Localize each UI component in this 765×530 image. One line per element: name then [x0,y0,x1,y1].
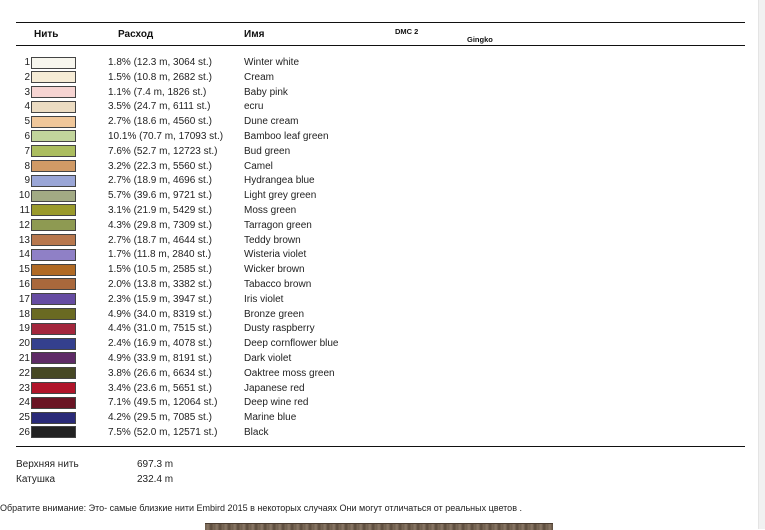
thread-name: Bud green [244,145,291,157]
thread-row [0,293,765,308]
column-header-usage: Расход [118,29,154,40]
thread-number: 5 [24,116,30,128]
thread-number: 21 [18,352,30,364]
top-thread-value: 697.3 m [137,459,174,470]
thread-name: Iris violet [244,293,284,305]
color-swatch [31,57,76,69]
thread-row [0,160,765,175]
column-header-thread: Нить [34,29,59,40]
color-swatch [31,412,76,424]
thread-row [0,367,765,382]
thread-name: Oaktree moss green [244,367,335,379]
thread-name: Light grey green [244,190,317,202]
thread-number: 24 [18,397,30,409]
thread-row [0,219,765,234]
thread-number: 25 [18,412,30,424]
color-swatch [31,323,76,335]
thread-row [0,145,765,160]
thread-name: Tarragon green [244,219,312,231]
thread-name: ecru [244,101,264,113]
thread-usage: 10.1% (70.7 m, 17093 st.) [108,130,224,142]
thread-usage: 5.7% (39.6 m, 9721 st.) [108,190,212,202]
thread-number: 11 [19,204,30,216]
thread-number: 9 [24,175,30,187]
thread-row [0,56,765,71]
thread-number: 26 [18,426,30,438]
thread-usage: 4.4% (31.0 m, 7515 st.) [108,323,212,335]
thread-name: Cream [244,71,275,83]
page-scrollbar[interactable] [758,0,765,529]
thread-name: Wicker brown [244,264,305,276]
thread-row [0,308,765,323]
thread-name: Winter white [244,57,300,68]
color-swatch [31,382,76,394]
thread-number: 1 [24,57,30,68]
color-swatch [31,71,76,83]
disclaimer-note: Обратите внимание: Это- самые близкие нити Embird 2015 в некоторых случаях Они могут отличаться от реальных цветов . [0,503,522,513]
thread-row [0,411,765,426]
thread-number: 19 [18,323,30,335]
color-swatch [31,426,76,438]
thread-usage: 3.4% (23.6 m, 5651 st.) [108,382,212,394]
thread-row [0,189,765,204]
color-swatch [31,219,76,231]
thread-name: Teddy brown [244,234,301,246]
color-swatch [31,397,76,409]
thread-number: 3 [24,86,30,98]
thread-number: 16 [18,278,30,290]
thread-name: Dark violet [244,352,292,364]
thread-number: 7 [24,145,30,157]
thread-name: Deep wine red [244,397,309,409]
thread-name: Bamboo leaf green [244,130,329,142]
color-swatch [31,234,76,246]
thread-row [0,278,765,293]
color-swatch [31,338,76,350]
color-swatch [31,86,76,98]
thread-usage: 1.7% (11.8 m, 2840 st.) [108,249,212,261]
thread-name: Japanese red [244,382,305,394]
thread-usage: 2.3% (15.9 m, 3947 st.) [108,293,212,305]
top-rule [16,22,745,23]
thread-usage: 4.2% (29.5 m, 7085 st.) [108,412,212,424]
thread-row [0,382,765,397]
thread-usage: 7.5% (52.0 m, 12571 st.) [108,426,218,438]
thread-row [0,100,765,115]
thread-number: 18 [18,308,30,320]
thread-name: Bronze green [244,308,305,320]
thread-row [0,426,765,441]
column-header-name: Имя [244,29,265,40]
thread-number: 20 [18,338,30,350]
thread-row [0,396,765,411]
thread-name: Dusty raspberry [244,323,315,335]
palette-brand-label: DMC 2 [395,27,419,36]
thread-row [0,263,765,278]
thread-usage: 3.2% (22.3 m, 5560 st.) [108,160,212,172]
thread-name: Dune cream [244,116,299,128]
color-swatch [31,249,76,261]
thread-usage: 3.5% (24.7 m, 6111 st.) [108,101,211,113]
color-swatch [31,145,76,157]
color-swatch [31,367,76,379]
color-swatch [31,204,76,216]
thread-name: Deep cornflower blue [244,338,339,350]
color-swatch [31,293,76,305]
thread-usage: 2.0% (13.8 m, 3382 st.) [108,278,212,290]
bobbin-value: 232.4 m [137,474,174,485]
thread-number: 10 [18,190,30,202]
thread-row [0,322,765,337]
thread-row [0,174,765,189]
color-swatch [31,160,76,172]
thread-row [0,115,765,130]
color-swatch [31,308,76,320]
thread-usage: 2.7% (18.9 m, 4696 st.) [108,175,212,187]
color-swatch [31,175,76,187]
color-swatch [31,352,76,364]
thread-row [0,204,765,219]
color-swatch [31,116,76,128]
color-swatch [31,101,76,113]
thread-usage: 2.7% (18.6 m, 4560 st.) [108,116,212,128]
thread-usage: 1.5% (10.5 m, 2585 st.) [108,264,212,276]
thread-row [0,71,765,86]
thread-name: Black [244,426,269,438]
thread-number: 13 [18,234,30,246]
thread-number: 12 [18,219,30,231]
thread-number: 8 [24,160,30,172]
color-swatch [31,264,76,276]
thread-usage: 7.6% (52.7 m, 12723 st.) [108,145,218,157]
thread-row [0,86,765,101]
bottom-rule [16,446,745,447]
thread-row [0,234,765,249]
thread-name: Wisteria violet [244,249,307,261]
color-swatch [31,278,76,290]
thread-row [0,337,765,352]
top-thread-label: Верхняя нить [16,459,79,470]
thread-usage: 1.5% (10.8 m, 2682 st.) [108,71,212,83]
thread-number: 23 [18,382,30,394]
thread-number: 15 [18,264,30,276]
thread-usage: 7.1% (49.5 m, 12064 st.) [108,397,218,409]
thread-usage: 2.7% (18.7 m, 4644 st.) [108,234,212,246]
thread-name: Baby pink [244,86,288,98]
thread-number: 22 [18,367,30,379]
thread-name: Camel [244,160,273,172]
thread-number: 14 [18,249,30,261]
thread-number: 6 [24,130,30,142]
thread-name: Hydrangea blue [244,175,315,187]
thread-row [0,352,765,367]
thread-usage: 2.4% (16.9 m, 4078 st.) [108,338,212,350]
thread-usage: 3.8% (26.6 m, 6634 st.) [108,367,212,379]
color-swatch [31,130,76,142]
thread-list [0,56,765,441]
thread-name: Moss green [244,204,297,216]
thread-usage: 3.1% (21.9 m, 5429 st.) [108,204,212,216]
thread-number: 17 [18,293,30,305]
thread-row [0,248,765,263]
thread-number: 2 [24,71,30,83]
thread-usage: 4.9% (33.9 m, 8191 st.) [108,352,212,364]
bobbin-label: Катушка [16,474,56,485]
thread-name: Tabacco brown [244,278,312,290]
thread-usage: 4.9% (34.0 m, 8319 st.) [108,308,212,320]
thread-row [0,130,765,145]
palette-name-label: Gingko [467,35,493,44]
header-rule [16,45,745,46]
thread-usage: 1.1% (7.4 m, 1826 st.) [108,86,207,98]
color-swatch [31,190,76,202]
thread-name: Marine blue [244,412,297,424]
thread-usage: 4.3% (29.8 m, 7309 st.) [108,219,212,231]
thread-usage: 1.8% (12.3 m, 3064 st.) [108,57,212,68]
thread-number: 4 [24,101,30,113]
